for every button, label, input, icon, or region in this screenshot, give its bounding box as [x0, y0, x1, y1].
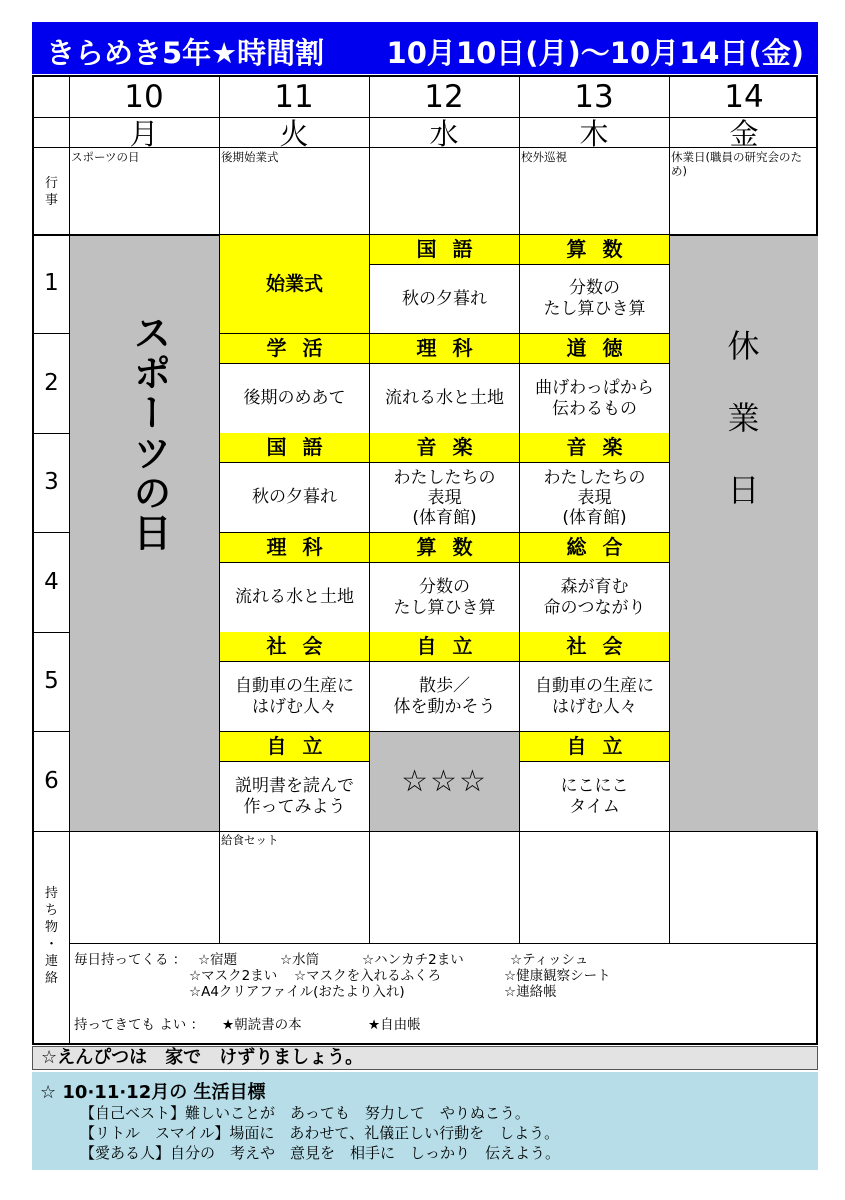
tue-p2-subject: 学活: [220, 334, 369, 364]
weekday-tue: 火: [279, 117, 309, 151]
daily-item: ☆水筒: [280, 952, 320, 968]
thu-p4-subject: 総合: [520, 533, 669, 563]
period-3: 3: [44, 469, 59, 495]
event-wed: [369, 149, 519, 151]
items-tue: 給食セット: [221, 833, 279, 847]
wed-p4-content: 分数の たし算ひき算: [393, 576, 496, 618]
title-bar: [32, 22, 818, 74]
items-row-label: 持 ち 物 ・ 連 絡: [44, 886, 58, 986]
thu-p3-content: わたしたちの 表現 (体育館): [543, 467, 646, 528]
thu-p5-subject: 社会: [520, 632, 669, 662]
friday-holiday-text: 休 業 日: [727, 327, 760, 509]
wed-p2-content: 流れる水と土地: [385, 388, 504, 408]
daily-items-label: 毎日持ってくる ：: [74, 952, 187, 968]
event-thu: 校外巡視: [521, 150, 567, 164]
thu-p1-subject: 算数: [520, 235, 669, 265]
optional-item: ★自由帳: [368, 1017, 421, 1033]
weekday-wed: 水: [429, 117, 459, 151]
thu-p5-content: 自動車の生産に はげむ人々: [535, 675, 654, 717]
tue-p5-subject: 社会: [220, 632, 369, 662]
period-6: 6: [44, 768, 59, 794]
period-4: 4: [44, 569, 59, 595]
tue-p3-content: 秋の夕暮れ: [252, 487, 337, 507]
thu-p2-subject: 道徳: [520, 334, 669, 364]
period-2: 2: [44, 370, 59, 396]
page-title: きらめき5年★時間割: [46, 36, 325, 70]
thu-p2-content: 曲げわっぱから 伝わるもの: [535, 377, 654, 419]
wed-p5-subject: 自立: [370, 632, 519, 662]
thu-p3-subject: 音楽: [520, 433, 669, 463]
event-tue: 後期始業式: [221, 150, 279, 164]
weekday-fri: 金: [729, 117, 759, 151]
daily-item: ☆宿題: [198, 952, 238, 968]
wed-p4-subject: 算数: [370, 533, 519, 563]
life-goals-box: [32, 1072, 818, 1170]
day-date-tue: 11: [274, 79, 314, 115]
day-date-fri: 14: [724, 79, 764, 115]
pencil-note: ☆えんぴつは 家で けずりましょう。: [32, 1046, 818, 1070]
tue-p4-subject: 理科: [220, 533, 369, 563]
day-date-mon: 10: [124, 79, 164, 115]
period-5: 5: [44, 668, 59, 694]
thu-p4-content: 森が育む 命のつながり: [543, 576, 646, 618]
tue-p6-subject: 自立: [220, 732, 369, 762]
wed-p1-content: 秋の夕暮れ: [402, 288, 487, 309]
goal-line: 【自己ベスト】難しいことが あっても 努力して やりぬこう。: [80, 1104, 530, 1122]
daily-item: ☆連絡帳: [504, 984, 557, 1000]
tue-p5-content: 自動車の生産に はげむ人々: [235, 675, 354, 717]
tue-p3-subject: 国語: [220, 433, 369, 463]
event-fri: 休業日(職員の研究会のため): [671, 150, 802, 178]
date-range: 10月10日(月)～10月14日(金): [386, 36, 804, 70]
wed-p3-subject: 音楽: [370, 433, 519, 463]
daily-item: ☆ハンカチ2まい: [362, 952, 464, 968]
daily-item: ☆A4クリアファイル(おたより入れ): [189, 984, 405, 1000]
optional-items-label: 持ってきても よい ：: [74, 1017, 205, 1033]
wed-p6-stars: ☆☆☆: [401, 764, 488, 799]
monday-holiday-text: スポーツの日: [127, 313, 171, 553]
tue-p4-content: 流れる水と土地: [235, 587, 354, 607]
day-date-thu: 13: [574, 79, 614, 115]
thu-p1-content: 分数の たし算ひき算: [543, 278, 646, 319]
timetable-grid: [32, 75, 818, 1045]
period-1: 1: [44, 270, 59, 296]
goal-line: 【愛ある人】自分の 考えや 意見を 相手に しっかり 伝えよう。: [80, 1144, 561, 1162]
tue-p2-content: 後期のめあて: [243, 388, 346, 408]
thu-p6-subject: 自立: [520, 732, 669, 762]
thu-p6-content: にこにこ タイム: [560, 775, 629, 817]
event-mon: スポーツの日: [71, 150, 140, 164]
wed-p3-content: わたしたちの 表現 (体育館): [393, 467, 496, 528]
daily-item: ☆ティッシュ: [510, 952, 589, 968]
optional-item: ★朝読書の本: [222, 1017, 302, 1033]
goals-title: ☆ 10·11·12月の 生活目標: [40, 1082, 266, 1103]
wed-p5-content: 散歩／ 体を動かそう: [393, 675, 496, 717]
events-row-label: 行 事: [44, 176, 58, 208]
daily-item: ☆マスク2まい: [189, 968, 278, 984]
wed-p2-subject: 理科: [370, 334, 519, 364]
wed-p1-subject: 国語: [370, 235, 519, 265]
goal-line: 【リトル スマイル】場面に あわせて、礼儀正しい行動を しよう。: [80, 1124, 560, 1142]
daily-item: ☆健康観察シート: [504, 968, 611, 984]
tue-p6-content: 説明書を読んで 作ってみよう: [235, 775, 354, 817]
day-date-wed: 12: [424, 79, 464, 115]
tue-p1-ceremony: 始業式: [220, 235, 369, 333]
weekday-mon: 月: [129, 117, 159, 151]
weekday-thu: 木: [579, 117, 609, 151]
daily-item: ☆マスクを入れるふくろ: [294, 968, 442, 984]
